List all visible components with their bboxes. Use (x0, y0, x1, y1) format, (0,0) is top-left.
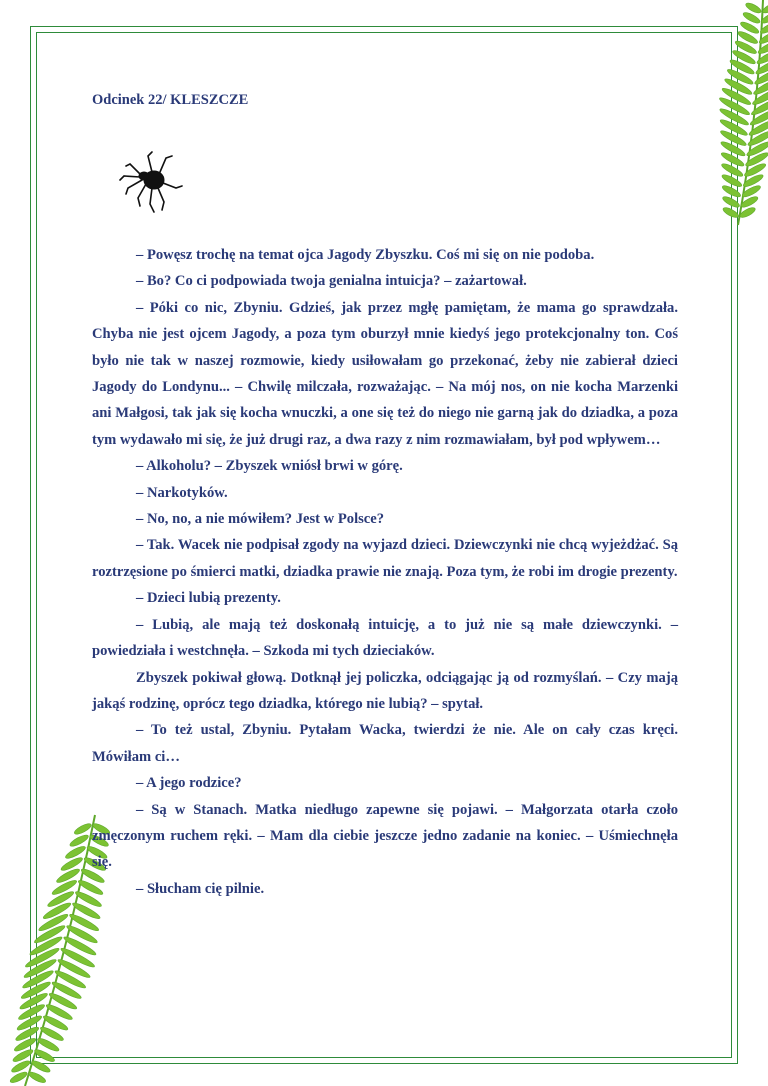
paragraph-6: – No, no, a nie mówiłem? Jest w Polsce? (136, 511, 385, 528)
paragraph-1: – Powęsz trochę na temat ojca Jagody Zbyszku. Coś mi się on nie podoba. (136, 247, 595, 263)
story-text (92, 242, 678, 902)
chapter-title: Odcinek 22/ KLESZCZE (92, 92, 249, 108)
paragraph-11: – To też ustal, Zbyniu. Pytałam Wacka, twierdzi że nie. Ale on cały czas kręci. Mówiłam ci… (92, 722, 678, 765)
paragraph-3: – Póki co nic, Zbyniu. Gdzieś, jak przez mgłę pamiętam, że mama go sprawdzała. Chyba nie jest ojcem Jagody, a poza tym oburzył mnie kiedyś jego protekcjonalny ton. Coś było nie tak w naszej rozmowie, kiedy usiłowałam go przekonać, żeby nie zabierał dzieci Jagody do Londynu... – Chwilę milczała, rozważając. – Na mój nos, on nie kocha Marzenki ani Małgosi, tak jak się kocha wnuczki, a one się też do niego nie garną jak do dziadka, a poza tym wydawało mi się, że już drugi raz, a dwa razy z nim rozmawiałam, był pod wpływem… (92, 299, 678, 448)
paragraph-2: – Bo? Co ci podpowiada twoja genialna intuicja? – zażartował. (136, 273, 527, 290)
tick-icon (116, 150, 186, 216)
paragraph-8: – Dzieci lubią prezenty. (136, 590, 281, 607)
paragraph-5: – Narkotyków. (136, 484, 228, 501)
paragraph-10: Zbyszek pokiwał głową. Dotknął jej policzka, odciągając ją od rozmyślań. – Czy mają jakąś rodzinę, oprócz tego dziadka, którego nie lubią? – spytał. (92, 669, 678, 712)
paragraph-13: – Są w Stanach. Matka niedługo zapewne się pojawi. – Małgorzata otarła czoło zmęczonym ruchem ręki. – Mam dla ciebie jeszcze jedno zadanie na koniec. – Uśmiechnęła się. (92, 801, 678, 871)
fern-leaf-top-icon (668, 0, 768, 230)
paragraph-4: – Alkoholu? – Zbyszek wniósł brwi w górę. (136, 458, 403, 475)
paragraph-7: – Tak. Wacek nie podpisał zgody na wyjazd dzieci. Dziewczynki nie chcą wyjeżdżać. Są roztrzęsione po śmierci matki, dziadka prawie nie znają. Poza tym, że robi im drogie prezenty. (92, 537, 678, 580)
paragraph-12: – A jego rodzice? (136, 775, 242, 792)
paragraph-9: – Lubią, ale mają też doskonałą intuicję, a to już nie są małe dziewczynki. – powiedziała i westchnęła. – Szkoda mi tych dzieciaków. (92, 616, 678, 660)
paragraph-14: – Słucham cię pilnie. (136, 880, 265, 897)
